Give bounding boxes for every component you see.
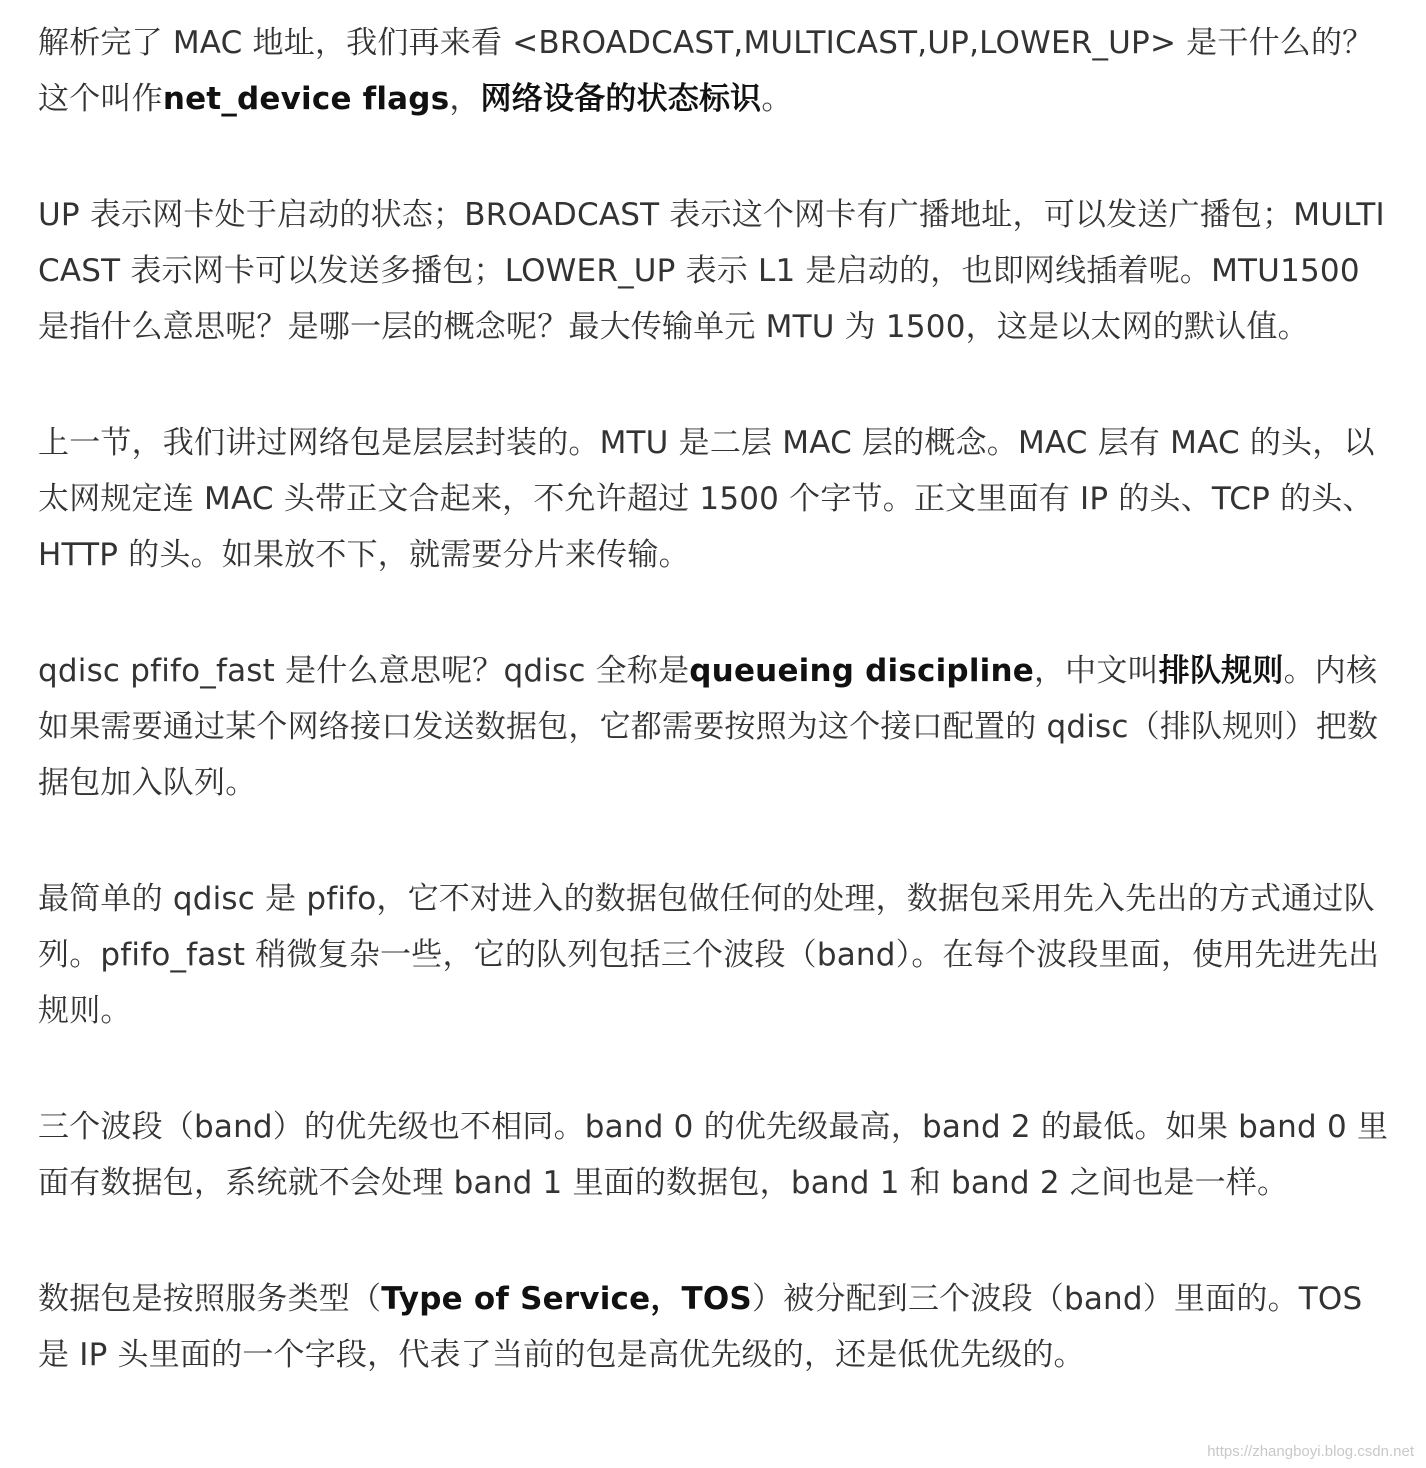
paragraph: [38, 871, 1394, 1039]
article-body: [38, 15, 1394, 1383]
body-text: 。内核如果需要通过某个网络接口发送数据包，它都需要按照为这个接口配置的 qdisc（排队规则）把数据包加入队列。: [38, 653, 1379, 801]
emphasis-text: net_device flags: [162, 81, 450, 117]
paragraph: [38, 1099, 1394, 1211]
watermark: https://zhangboyi.blog.csdn.net: [1207, 1443, 1414, 1460]
body-text: 解析完了 MAC 地址，我们再来看 <BROADCAST,MULTICAST,UP,LOWER_UP> 是干什么的？这个叫作: [38, 25, 1374, 117]
body-text: qdisc pfifo_fast 是什么意思呢？qdisc 全称是: [38, 653, 690, 689]
paragraph: [38, 415, 1394, 583]
body-text: ，: [449, 81, 481, 117]
body-text: 。: [761, 81, 793, 117]
emphasis-text: 网络设备的状态标识: [480, 81, 762, 117]
body-text: ，中文叫: [1033, 653, 1159, 689]
paragraph: [38, 1271, 1394, 1383]
paragraph: [38, 643, 1394, 811]
body-text: 最简单的 qdisc 是 pfifo，它不对进入的数据包做任何的处理，数据包采用先入先出的方式通过队列。pfifo_fast 稍微复杂一些，它的队列包括三个波段（band）。在每个波段里面，使用先进先出规则。: [38, 881, 1380, 1029]
emphasis-text: 排队规则: [1158, 653, 1284, 689]
body-text: 数据包是按照服务类型（: [38, 1281, 382, 1317]
body-text: 三个波段（band）的优先级也不相同。band 0 的优先级最高，band 2 的最低。如果 band 0 里面有数据包，系统就不会处理 band 1 里面的数据包，band 1 和 band 2 之间也是一样。: [38, 1109, 1389, 1201]
body-text: UP 表示网卡处于启动的状态；BROADCAST 表示这个网卡有广播地址，可以发送广播包；MULTICAST 表示网卡可以发送多播包；LOWER_UP 表示 L1 是启动的，也即网线插着呢。MTU1500 是指什么意思呢？是哪一层的概念呢？最大传输单元 MTU 为 1500，这是以太网的默认值。: [38, 197, 1385, 345]
emphasis-text: queueing discipline: [689, 653, 1034, 689]
body-text: 上一节，我们讲过网络包是层层封装的。MTU 是二层 MAC 层的概念。MAC 层有 MAC 的头，以太网规定连 MAC 头带正文合起来，不允许超过 1500 个字节。正文里面有 IP 的头、TCP 的头、HTTP 的头。如果放不下，就需要分片来传输。: [38, 425, 1375, 573]
paragraph: [38, 15, 1394, 127]
paragraph: [38, 187, 1394, 355]
body-text: ）被分配到三个波段（band）里面的。TOS 是 IP 头里面的一个字段，代表了当前的包是高优先级的，还是低优先级的。: [38, 1281, 1363, 1373]
emphasis-text: Type of Service，TOS: [381, 1281, 752, 1317]
